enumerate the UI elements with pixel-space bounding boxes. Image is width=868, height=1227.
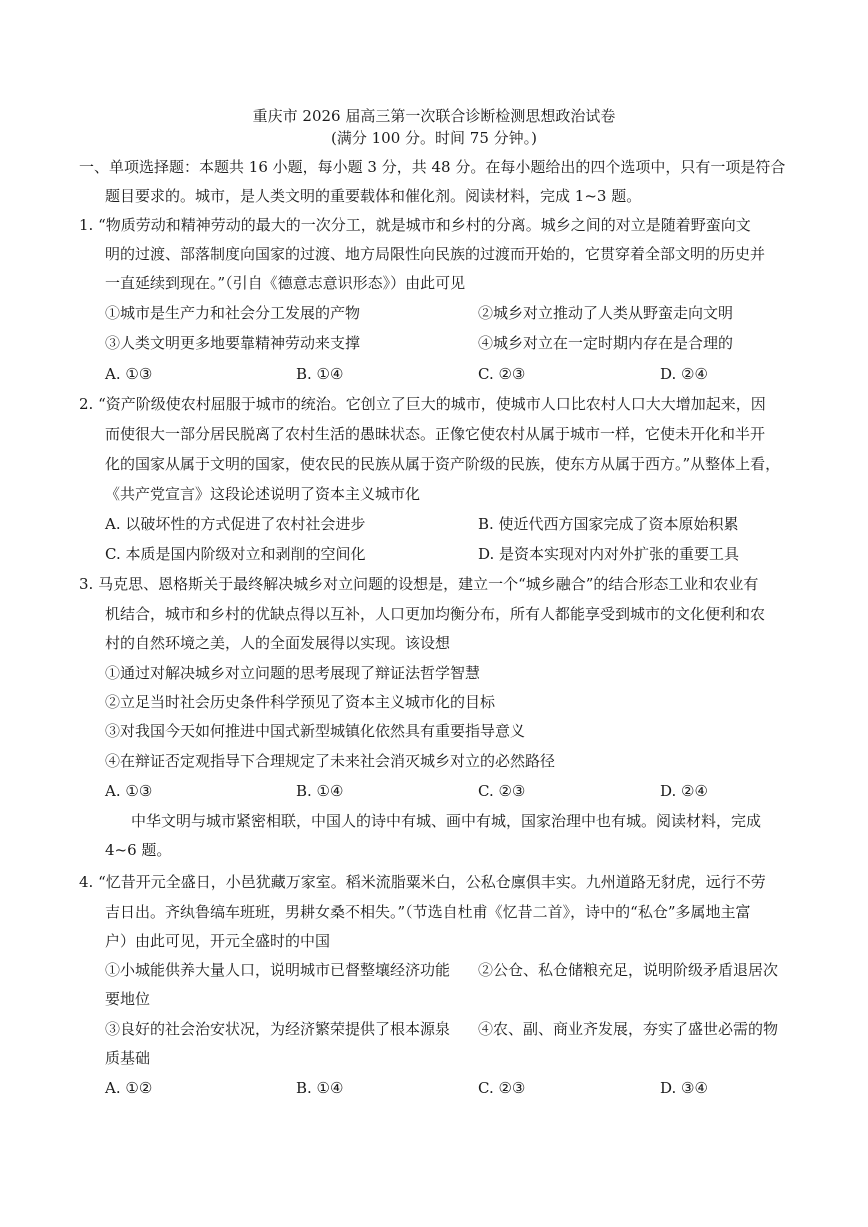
question-stem-line: 《共产党宣言》这段论述说明了资本主义城市化	[105, 485, 421, 503]
question-stem-line: 户）由此可见，开元全盛时的中国	[105, 932, 331, 950]
answer-option-c[interactable]: C. ②③	[478, 365, 526, 383]
question-stem-line: 1. “物质劳动和精神劳动的最大的一次分工，就是城市和乡村的分离。城乡之间的对立是随着野蛮向文	[79, 216, 751, 234]
question-stem-line: 机结合，城市和乡村的优缺点得以互补，人口更加均衡分布，所有人都能享受到城市的文化便利和农	[105, 605, 766, 623]
material-line: 4~6 题。	[105, 841, 172, 859]
section-1-line: 一、单项选择题：本题共 16 小题，每小题 3 分，共 48 分。在每小题给出的四个选项中，只有一项是符合	[79, 158, 786, 176]
question-stem-line: 村的自然环境之美，人的全面发展得以实现。该设想	[105, 634, 451, 652]
material-line: 中华文明与城市紧密相联，中国人的诗中有城、画中有城，国家治理中也有城。阅读材料，完成	[131, 812, 762, 830]
answer-option-b[interactable]: B. ①④	[296, 1079, 344, 1097]
statement-item-continued: 质基础	[105, 1049, 151, 1067]
answer-option-c[interactable]: C. 本质是国内阶级对立和剥削的空间化	[105, 545, 366, 563]
section-1-line: 题目要求的。城市，是人类文明的重要载体和催化剂。阅读材料，完成 1~3 题。	[105, 187, 642, 205]
answer-option-d[interactable]: D. ③④	[660, 1079, 708, 1097]
answer-option-d[interactable]: D. ②④	[660, 365, 708, 383]
statement-item: ①通过对解决城乡对立问题的思考展现了辩证法哲学智慧	[105, 664, 481, 682]
answer-option-a[interactable]: A. ①③	[105, 782, 153, 800]
answer-option-b[interactable]: B. 使近代西方国家完成了资本原始积累	[478, 515, 739, 533]
answer-option-a[interactable]: A. ①③	[105, 365, 153, 383]
statement-item: ④在辩证否定观指导下合理规定了未来社会消灭城乡对立的必然路径	[105, 752, 556, 770]
answer-option-b[interactable]: B. ①④	[296, 365, 344, 383]
answer-option-c[interactable]: C. ②③	[478, 782, 526, 800]
statement-item: ③人类文明更多地要靠精神劳动来支撑	[105, 334, 361, 352]
statement-item: ③良好的社会治安状况，为经济繁荣提供了根本源泉	[105, 1020, 451, 1038]
question-stem-line: 一直延续到现在。”（引自《德意志意识形态》）由此可见	[105, 274, 466, 292]
question-stem-line: 而使很大一部分居民脱离了农村生活的愚昧状态。正像它使农村从属于城市一样，它使未开化和半开	[105, 425, 766, 443]
answer-option-b[interactable]: B. ①④	[296, 782, 344, 800]
statement-item: ④农、副、商业齐发展，夯实了盛世必需的物	[478, 1020, 779, 1038]
statement-item: ②立足当时社会历史条件科学预见了资本主义城市化的目标	[105, 693, 496, 711]
statement-item: ②公仓、私仓储粮充足，说明阶级矛盾退居次	[478, 961, 779, 979]
statement-item: ①小城能供养大量人口，说明城市已督整壤经济功能	[105, 961, 451, 979]
statement-item: ③对我国今天如何推进中国式新型城镇化依然具有重要指导意义	[105, 722, 526, 740]
answer-option-d[interactable]: D. 是资本实现对内对外扩张的重要工具	[478, 545, 740, 563]
answer-option-c[interactable]: C. ②③	[478, 1079, 526, 1097]
question-stem-line: 化的国家从属于文明的国家，使农民的民族从属于资产阶级的民族，使东方从属于西方。”从整体上看，	[105, 455, 781, 473]
question-stem-line: 2. “资产阶级使农村屈服于城市的统治。它创立了巨大的城市，使城市人口比农村人口大大增加起来，因	[79, 395, 766, 413]
statement-item: ①城市是生产力和社会分工发展的产物	[105, 304, 361, 322]
answer-option-a[interactable]: A. 以破坏性的方式促进了农村社会进步	[105, 515, 366, 533]
exam-title: 重庆市 2026 届高三第一次联合诊断检测思想政治试卷	[252, 107, 616, 125]
exam-subtitle: (满分 100 分。时间 75 分钟。)	[331, 129, 537, 147]
question-stem-line: 吉日出。齐纨鲁缟车班班，男耕女桑不相失。”（节选自杜甫《忆昔二首》，诗中的“私仓”多属地主富	[105, 903, 751, 921]
question-stem-line: 3. 马克思、恩格斯关于最终解决城乡对立问题的设想是，建立一个“城乡融合”的结合形态工业和农业有	[79, 575, 759, 593]
question-stem-line: 明的过渡、部落制度向国家的过渡、地方局限性向民族的过渡而开始的，它贯穿着全部文明的历史并	[105, 245, 766, 263]
statement-item: ②城乡对立推动了人类从野蛮走向文明	[478, 304, 734, 322]
answer-option-d[interactable]: D. ②④	[660, 782, 708, 800]
question-stem-line: 4. “忆昔开元全盛日，小邑犹藏万家室。稻米流脂粟米白，公私仓廪俱丰实。九州道路无豺虎，远行不劳	[79, 873, 766, 891]
statement-item-continued: 要地位	[105, 990, 151, 1008]
answer-option-a[interactable]: A. ①②	[105, 1079, 153, 1097]
statement-item: ④城乡对立在一定时期内存在是合理的	[478, 334, 734, 352]
